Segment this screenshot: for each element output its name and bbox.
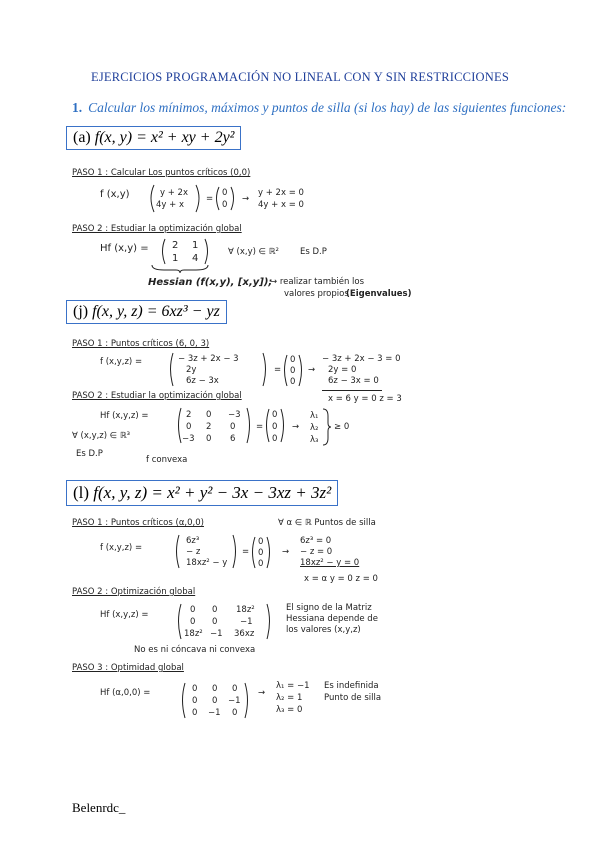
exercise-j-es-dp: Es D.P [76,449,103,459]
exercise-l-paso1: PASO 1 : Puntos críticos (α,0,0) [72,518,204,528]
exercise-l-signo3: los valores (x,y,z) [286,625,361,635]
exercise-j-m13: −3 [228,410,241,420]
document-title: EJERCICIOS PROGRAMACIÓN NO LINEAL CON Y SIN RESTRICCIONES [90,70,510,84]
exercise-a-grad-row2: 4y + x [156,200,184,210]
exercise-a-equals: = [206,194,214,204]
exercise-j-z3: 0 [290,377,296,387]
exercise-j-m33: 6 [230,434,236,444]
exercise-l-m21: 0 [190,617,196,627]
exercise-j-zz3: 0 [272,434,278,444]
exercise-j-m11: 2 [186,410,192,420]
exercise-j-m21: 0 [186,422,192,432]
exercise-l-box [66,480,338,506]
exercise-l-solution: x = α y = 0 z = 0 [304,574,378,584]
exercise-l-n32: −1 [208,708,221,718]
exercise-j-lambda2: λ₂ [310,423,319,433]
exercise-l-g2: − z [186,547,201,557]
exercise-j-convexa: f convexa [146,455,188,465]
exercise-j-equals: = [274,365,282,375]
exercise-l-n31: 0 [192,708,198,718]
exercise-l-g1: 6z³ [186,536,200,546]
exercise-l-m11: 0 [190,605,196,615]
exercise-j-lambda1: λ₁ [310,411,319,421]
exercise-l-eig2: λ₂ = 1 [276,693,303,703]
exercise-a-h21: 1 [172,253,179,264]
exercise-l-m23: −1 [240,617,253,627]
exercise-a-hess-brackets [160,238,210,266]
exercise-j-equals2: = [256,422,264,432]
exercise-l-m22: 0 [212,617,218,627]
exercise-j-s3: 6z − 3x = 0 [328,376,379,386]
exercise-j-lambda3: λ₃ [310,435,319,445]
exercise-l-no-es: No es ni cóncava ni convexa [134,645,256,655]
exercise-l-eig1: λ₁ = −1 [276,681,310,691]
exercise-l-equals: = [242,547,250,557]
exercise-l-n23: −1 [228,696,241,706]
exercise-j-g1: − 3z + 2x − 3 [178,354,239,364]
question-text: Calcular los mínimos, máximos y puntos de silla (si los hay) de las siguientes funciones: [88,100,567,115]
question-number: 1. [72,100,83,115]
exercise-a-sys2: 4y + x = 0 [258,200,304,210]
exercise-j-z1: 0 [290,355,296,365]
exercise-l-m31: 18z² [184,629,203,639]
exercise-l-n21: 0 [192,696,198,706]
exercise-j-brace [322,408,332,446]
exercise-l-indef1: Es indefinida [324,681,379,691]
exercise-j-s2: 2y = 0 [328,365,357,375]
exercise-l-signo2: Hessiana depende de [286,614,378,624]
exercise-j-zz2: 0 [272,422,278,432]
exercise-l-n11: 0 [192,684,198,694]
exercise-j-function: f(x, y, z) = 6xz³ − yz [92,303,220,320]
exercise-j-m22: 2 [206,422,212,432]
exercise-a-underbrace [150,264,210,274]
exercise-a-zero2: 0 [222,200,228,210]
exercise-l-forall-alpha: ∀ α ∈ ℝ Puntos de silla [278,518,376,528]
exercise-a-hessian-code: Hessian (f(x,y), [x,y]); [148,277,273,288]
exercise-a-es-dp: Es D.P [300,247,327,257]
exercise-a-h11: 2 [172,240,179,251]
exercise-l-m33: 36xz [234,629,255,639]
exercise-a-box [66,126,241,150]
exercise-l-hess-lhs: Hf (x,y,z) = [100,610,149,620]
exercise-l-s1: 6z³ = 0 [300,536,332,546]
exercise-a-realizar1: → realizar también los [270,277,365,287]
arrow-icon: → [282,547,290,557]
exercise-a-zero1: 0 [222,188,228,198]
exercise-a-forall: ∀ (x,y) ∈ ℝ² [228,247,279,257]
exercise-j-s1: − 3z + 2x − 3 = 0 [322,354,401,364]
exercise-j-solution: x = 6 y = 0 z = 3 [328,394,402,404]
exercise-j-g3: 6z − 3x [186,376,219,386]
exercise-l-indef2: Punto de silla [324,693,382,703]
exercise-j-m32: 0 [206,434,212,444]
exercise-l-hess2-lhs: Hf (α,0,0) = [100,688,151,698]
exercise-a-paso2: PASO 2 : Estudiar la optimización global [72,224,242,234]
exercise-j-label: (j) [73,303,89,320]
exercise-l-g3: 18xz² − y [186,558,228,568]
arrow-icon: → [242,194,250,204]
exercise-l-s3: 18xz² − y = 0 [300,558,360,568]
exercise-j-geq: ≥ 0 [334,422,350,432]
exercise-l-grad-lhs: f (x,y,z) = [100,543,143,553]
exercise-a-grad-lhs: f (x,y) [100,189,130,200]
exercise-j-zz1: 0 [272,410,278,420]
exercise-j-m31: −3 [182,434,195,444]
exercise-l-s2: − z = 0 [300,547,333,557]
exercise-a-grad-row1: y + 2x [160,188,188,198]
exercise-l-n12: 0 [212,684,218,694]
exercise-a-sys1: y + 2x = 0 [258,188,304,198]
arrow-icon: → [258,688,266,698]
exercise-j-m12: 0 [206,410,212,420]
exercise-l-paso2: PASO 2 : Optimización global [72,587,196,597]
exercise-l-eig3: λ₃ = 0 [276,705,303,715]
exercise-j-g2: 2y [186,365,197,375]
exercise-a-hess-lhs: Hf (x,y) = [100,243,149,254]
exercise-l-n22: 0 [212,696,218,706]
exercise-j-grad-lhs: f (x,y,z) = [100,357,143,367]
exercise-j-paso2: PASO 2 : Estudiar la optimización global [72,391,242,401]
exercise-j-hess-lhs: Hf (x,y,z) = [100,411,149,421]
exercise-a-h22: 4 [192,253,199,264]
exercise-l-m12: 0 [212,605,218,615]
exercise-a-label: (a) [73,129,91,146]
exercise-l-n33: 0 [232,708,238,718]
exercise-l-label: (l) [73,483,90,502]
exercise-l-n13: 0 [232,684,238,694]
footer-author: Belenrdc_ [72,800,126,815]
exercise-l-m32: −1 [210,629,223,639]
arrow-icon: → [308,365,316,375]
arrow-icon: → [292,422,300,432]
exercise-a-paso1: PASO 1 : Calcular Los puntos críticos (0,0) [72,168,251,178]
exercise-l-z1: 0 [258,537,264,547]
exercise-j-m23: 0 [230,422,236,432]
exercise-j-solution-rule [322,390,382,391]
exercise-l-signo1: El signo de la Matriz [286,603,372,613]
exercise-l-z2: 0 [258,548,264,558]
exercise-l-function: f(x, y, z) = x² + y² − 3x − 3xz + 3z² [93,483,332,502]
exercise-j-forall: ∀ (x,y,z) ∈ ℝ³ [72,431,131,441]
question-heading [72,100,566,116]
exercise-j-paso1: PASO 1 : Puntos críticos (6, 0, 3) [72,339,210,349]
exercise-a-eigen-word: (Eigenvalues) [346,289,412,299]
exercise-a-function: f(x, y) = x² + xy + 2y² [94,129,235,146]
exercise-l-paso3: PASO 3 : Optimidad global [72,663,184,673]
exercise-a-h12: 1 [192,240,199,251]
exercise-j-box [66,300,227,324]
exercise-a-realizar2: valores propios [284,289,349,299]
exercise-j-z2: 0 [290,366,296,376]
exercise-l-z3: 0 [258,559,264,569]
exercise-l-m13: 18z² [236,605,255,615]
